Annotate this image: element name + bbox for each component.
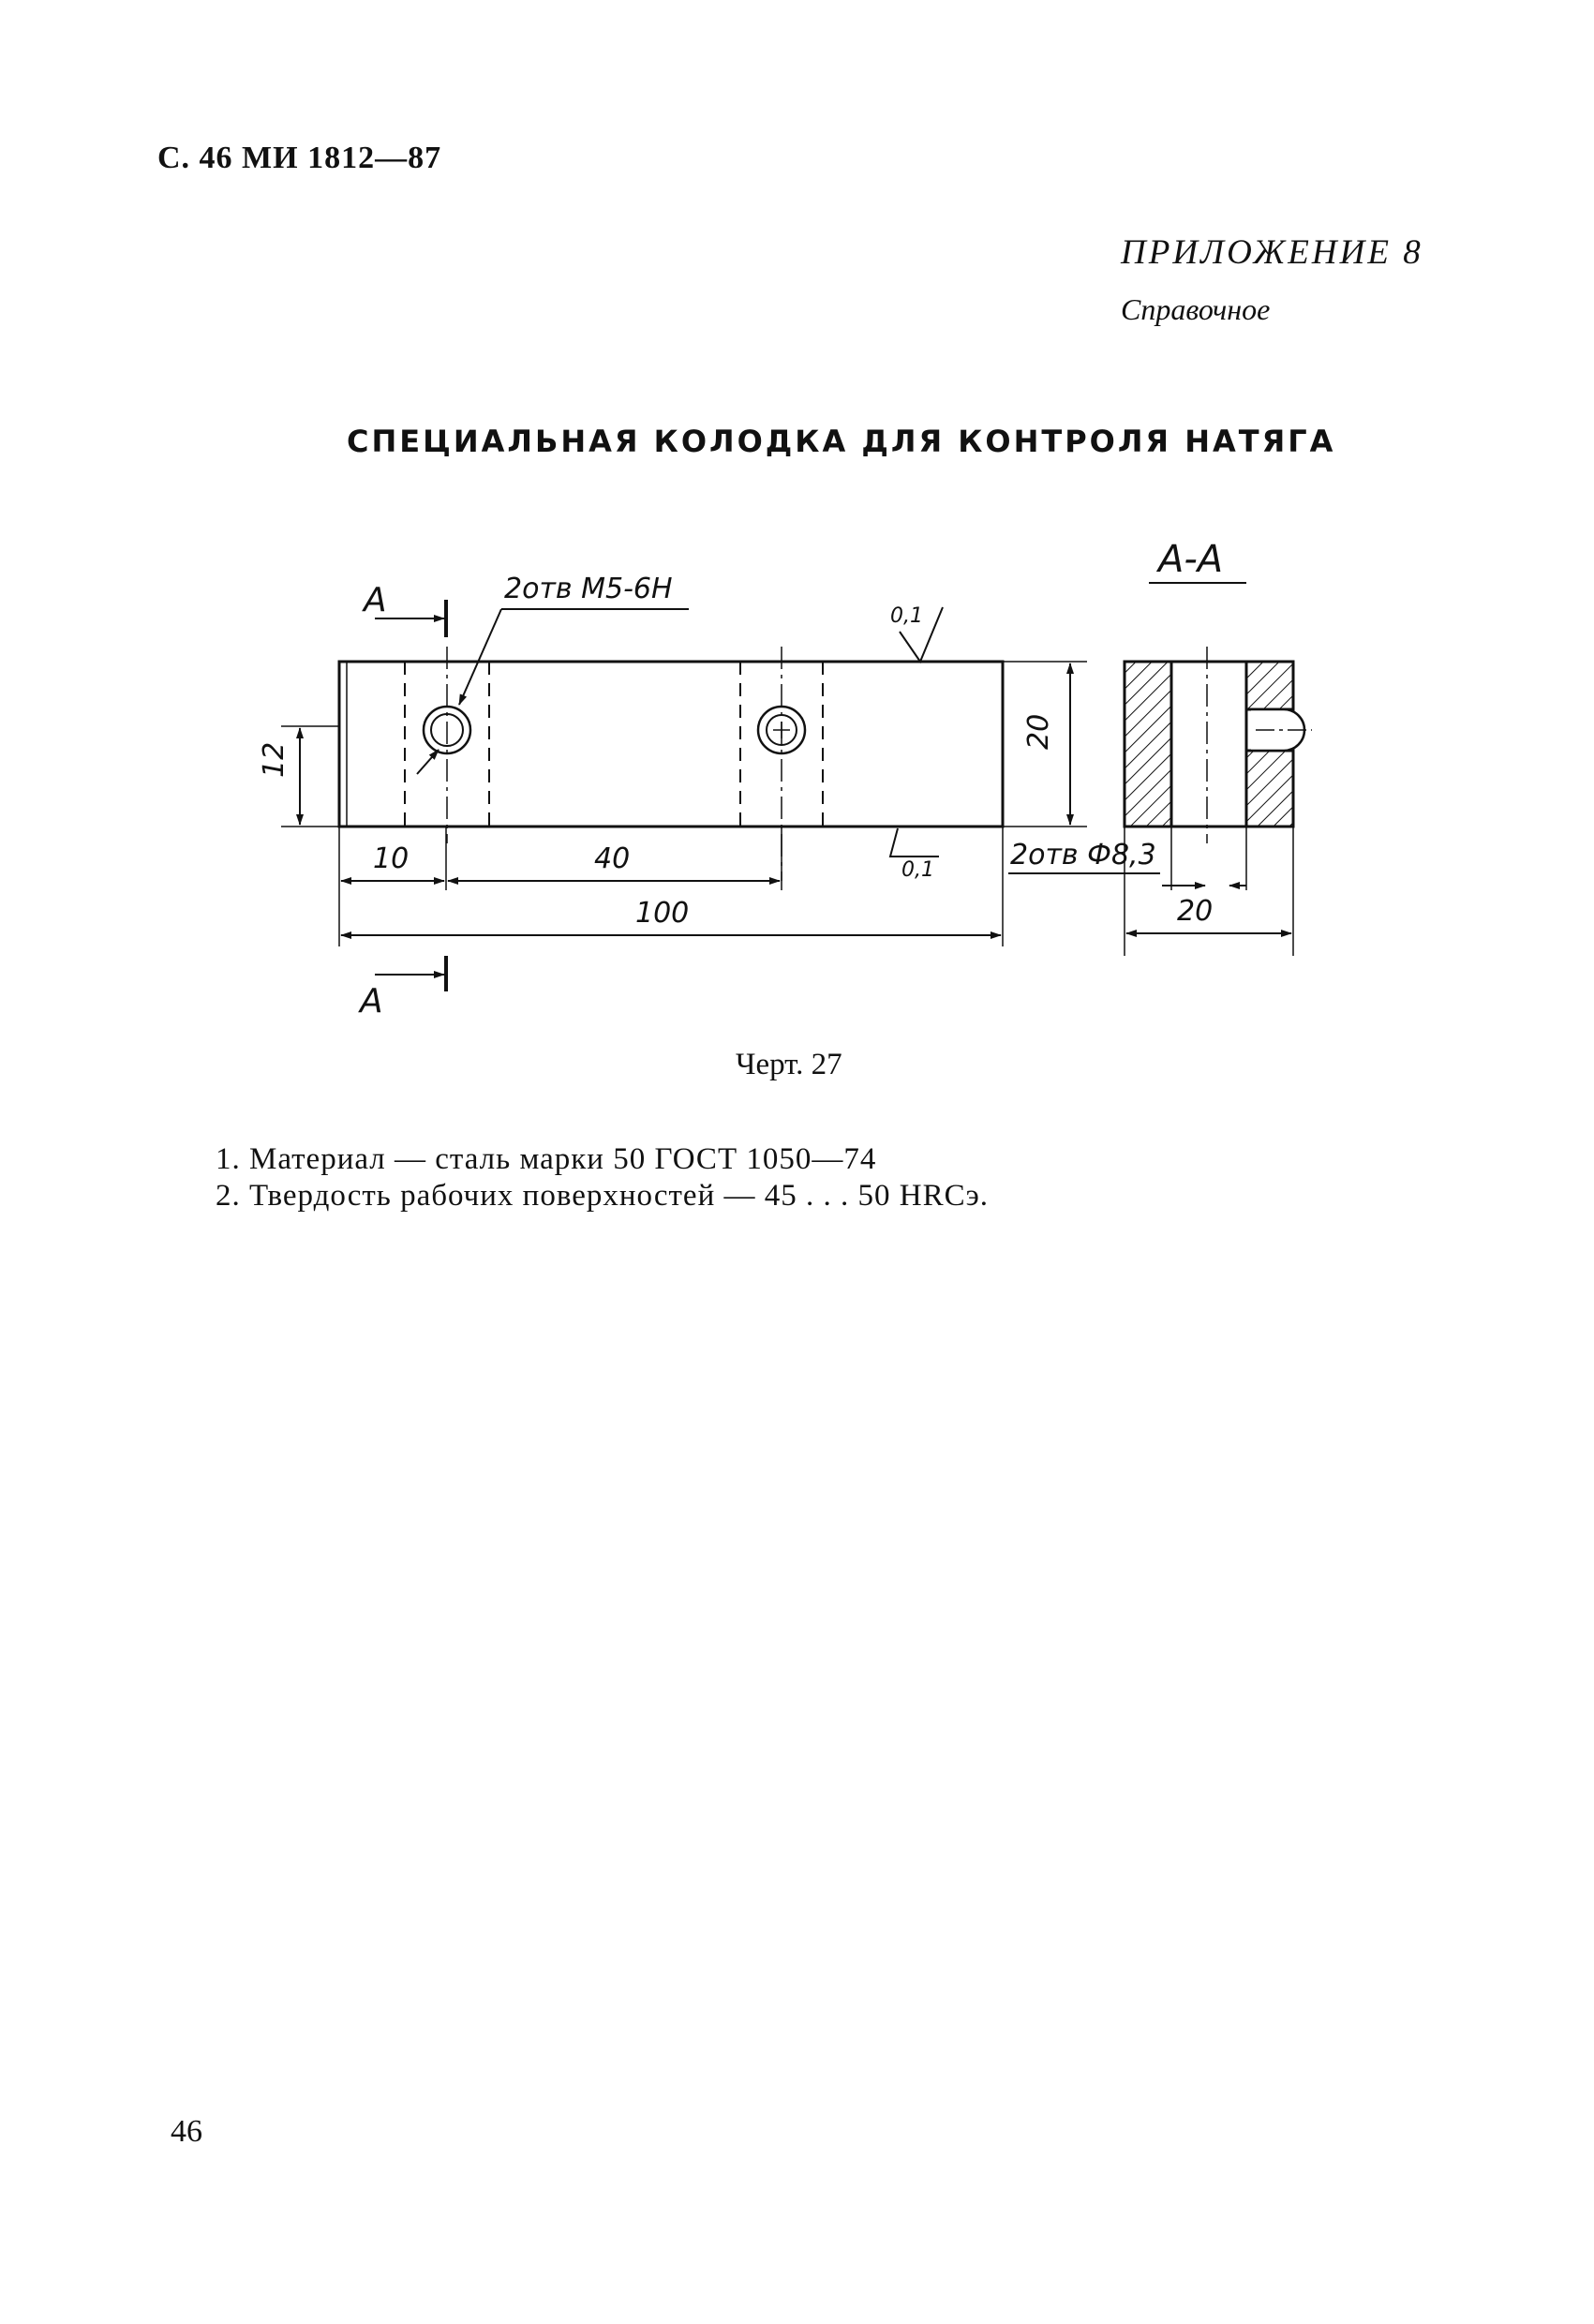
section-letter-top: А [364, 581, 387, 619]
dim-len-40: 40 [594, 842, 631, 875]
dim-len-10: 10 [373, 842, 410, 875]
dim-height-12: 12 [258, 741, 290, 778]
notes-list [216, 1141, 989, 1214]
thread-callout: 2отв М5-6Н [504, 573, 673, 605]
page-title: СПЕЦИАЛЬНАЯ КОЛОДКА ДЛЯ КОНТРОЛЯ НАТЯГА [347, 424, 1336, 459]
note-item: 1. Материал — сталь марки 50 ГОСТ 1050—74 [216, 1142, 877, 1176]
dim-len-100: 100 [635, 897, 690, 930]
dim-section-20: 20 [1177, 895, 1214, 928]
section-mark-bottom [375, 956, 446, 991]
note-item: 2. Твердость рабочих поверхностей — 45 . . . 50 HRCэ. [216, 1179, 990, 1213]
technical-drawing [0, 0, 1594, 1050]
figure-caption: Черт. 27 [736, 1048, 842, 1081]
section-view [1125, 647, 1312, 956]
hole-callout: 2отв Ф8,3 [1010, 839, 1156, 872]
section-label: А-А [1158, 538, 1224, 581]
page-number: 46 [171, 2114, 202, 2149]
dim-height-20: 20 [1022, 713, 1055, 750]
appendix-label: ПРИЛОЖЕНИЕ 8 [1121, 233, 1423, 272]
page-header: С. 46 МИ 1812—87 [157, 141, 442, 175]
flatness-bottom: 0,1 [901, 858, 934, 882]
appendix-type: Справочное [1121, 292, 1271, 326]
section-letter-bottom: А [360, 982, 383, 1020]
flatness-top: 0,1 [890, 604, 923, 628]
